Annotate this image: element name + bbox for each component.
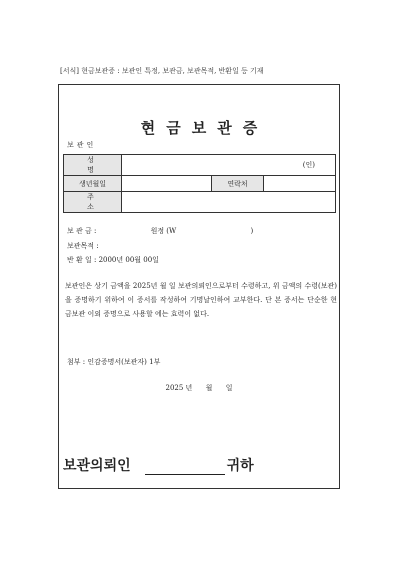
- signer-label: 보관의뢰인: [63, 458, 131, 474]
- address-row: [64, 192, 336, 213]
- signer-line: [63, 455, 254, 475]
- seal-mark: (인): [302, 161, 315, 169]
- contact-label: 연락처: [212, 176, 264, 192]
- signer-name-blank[interactable]: [145, 460, 225, 475]
- signer-suffix: 귀하: [226, 458, 254, 474]
- document-frame: [58, 84, 340, 489]
- amount-close: ): [250, 227, 254, 235]
- purpose-label: 보관목적 :: [67, 242, 99, 250]
- name-label: 성 명: [64, 155, 122, 176]
- address-field[interactable]: [122, 192, 336, 213]
- issue-date: 2025 년 월 일: [165, 384, 233, 392]
- birth-contact-row: [64, 176, 336, 192]
- return-value: 2000년 00월 00일: [98, 256, 159, 264]
- attachment-line: 첨부 : 인감증명서(보관자) 1부: [67, 358, 161, 366]
- document-title: 현금보관증: [140, 119, 269, 137]
- return-label: 반 환 일 :: [67, 256, 97, 264]
- purpose-line: [67, 241, 99, 251]
- return-date-line: [67, 255, 159, 265]
- name-row: [64, 155, 336, 176]
- holder-section-label: 보관인: [67, 141, 97, 149]
- birth-label: 생년월일: [64, 176, 122, 192]
- amount-value: 원정 (W: [150, 227, 177, 235]
- contact-field[interactable]: [264, 176, 336, 192]
- body-paragraph: 보관인은 상기 금액을 2025년 월 일 보관의뢰인으로부터 수령하고, 위 금액의 수령(보관)을 증명하기 위하여 이 증서를 작성하여 기명날인하여 교부한다. 단 본 증서는 단순한 현금보관 이외 증명으로 사용할 에는 효력이 없다.: [65, 282, 337, 318]
- name-field[interactable]: [122, 155, 336, 176]
- form-caption: [서식] 현금보관증 : 보관인 특정, 보관금, 보관목적, 반환일 등 기재: [60, 67, 264, 75]
- amount-line: [67, 226, 253, 236]
- birth-field[interactable]: [122, 176, 212, 192]
- amount-label: 보 관 금 :: [67, 227, 97, 235]
- address-label: 주 소: [64, 192, 122, 213]
- holder-info-table: [63, 154, 336, 213]
